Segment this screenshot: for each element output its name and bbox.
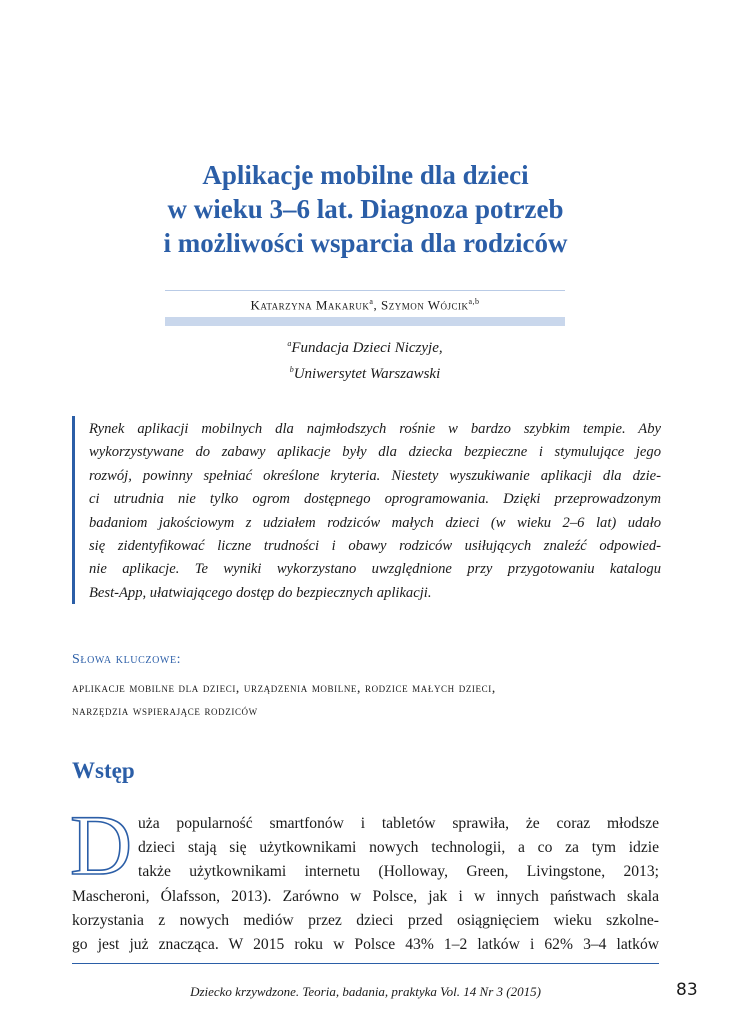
abstract-line: nie aplikacje. Te wyniki wykorzystano uwzględnione przy przygotowaniu katalogu [89, 561, 661, 578]
body-line: dzieci stają się użytkownikami nowych technologii, a co za tym idzie [138, 839, 659, 857]
footer-rule [72, 963, 659, 964]
affil-mark: b [289, 365, 294, 374]
authors-top-rule [165, 290, 565, 291]
title-line: Aplikacje mobilne dla dzieci [202, 160, 529, 190]
author-separator: , [373, 297, 381, 313]
journal-footer: Dziecko krzywdzone. Teoria, badania, praktyka Vol. 14 Nr 3 (2015) [190, 984, 541, 999]
abstract-line: Rynek aplikacji mobilnych dla najmłodszych rośnie w bardzo szybkim tempie. Aby [89, 421, 661, 437]
abstract-line: się zidentyfikować liczne trudności i obawy rodziców usiłujących znaleźć odpowied- [89, 538, 661, 555]
author-affil-mark: a,b [468, 297, 480, 306]
abstract-line: ci utrudnia nie tylko ogrom dostępnego oprogramowania. Dzięki przeprowadzonym [89, 491, 661, 508]
title-line: i możliwości wsparcia dla rodziców [163, 228, 568, 258]
body-line: uża popularność smartfonów i tabletów sprawiła, że coraz młodsze [138, 815, 659, 832]
title-line: w wieku 3–6 lat. Diagnoza potrzeb [167, 194, 564, 224]
section-heading: Wstęp [72, 758, 135, 783]
author-name: Szymon Wójcik [380, 297, 469, 313]
abstract-line: rozwój, powinny spełniać określone kryteria. Niestety wyszukiwanie aplikacji dla dzie- [89, 467, 661, 484]
affil-text: Fundacja Dzieci Niczyje, [291, 340, 443, 356]
page-number: 83 [676, 980, 698, 1000]
affiliations [165, 333, 565, 385]
abstract [89, 418, 661, 605]
dropcap-letter: D [70, 806, 133, 880]
abstract-line: wykorzystywane do zabawy aplikacje były dla dziecka bezpieczne i stymulujące jego [89, 444, 661, 461]
author-affil-mark: a [369, 297, 374, 306]
affil-text: Uniwersytet Warszawski [293, 366, 441, 382]
affil-mark: a [287, 339, 292, 348]
body-line: Mascheroni, Ólafsson, 2013). Zarówno w Polsce, jak i w innych państwach skala [72, 887, 659, 905]
affiliation [165, 333, 565, 359]
author-name: Katarzyna Makaruk [250, 297, 370, 313]
abstract-line: badaniom jakościowym z udziałem rodziców małych dzieci (w wieku 2–6 lat) udało [89, 514, 661, 531]
article-title [60, 158, 671, 260]
body-line: korzystania z nowych mediów przez dzieci przed osiągnięciem wieku szkolne- [72, 911, 659, 929]
keywords-line: narzędzia wspierające rodziców [72, 703, 258, 718]
authors-band [165, 317, 565, 326]
keywords-line: aplikacje mobilne dla dzieci, urządzenia mobilne, rodzice małych dzieci, [72, 680, 496, 695]
abstract-bar [72, 416, 75, 604]
body-line: go jest już znacząca. W 2015 roku w Polsce 43% 1–2 latków i 62% 3–4 latków [72, 936, 659, 954]
keywords-label: Słowa kluczowe: [72, 652, 182, 667]
abstract-line: Best-App, ułatwiającego dostęp do bezpiecznych aplikacji. [89, 584, 432, 601]
authors [165, 293, 565, 314]
keywords [72, 676, 672, 722]
body-text [72, 812, 659, 957]
affiliation [165, 359, 565, 385]
body-line: także użytkownikami internetu (Holloway, Green, Livingstone, 2013; [138, 863, 659, 881]
